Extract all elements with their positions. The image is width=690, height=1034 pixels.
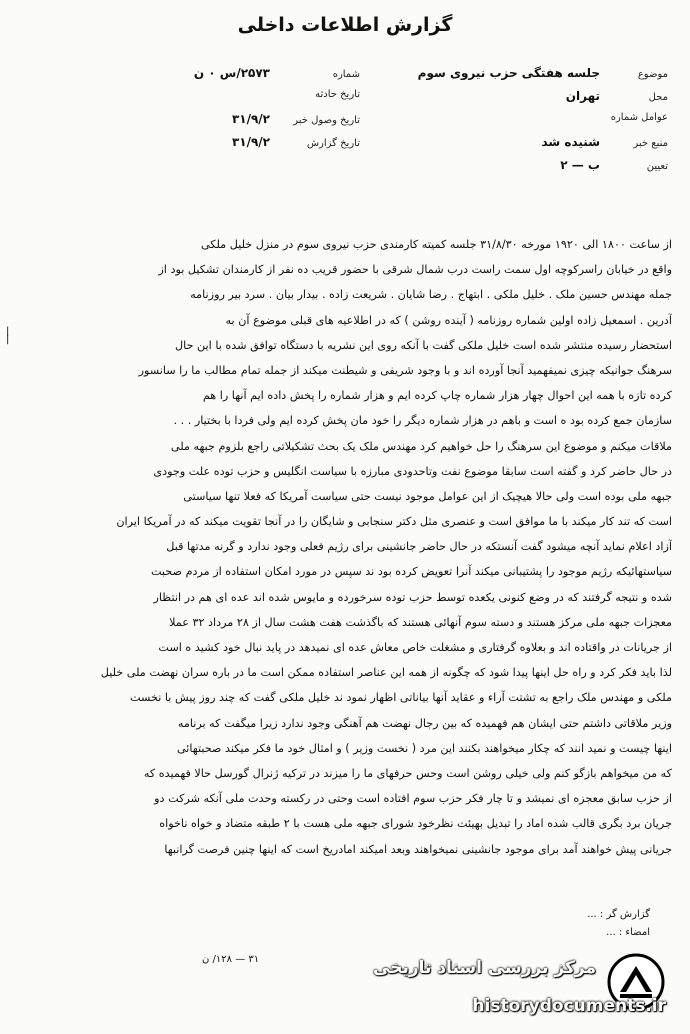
header-right-field-row — [338, 89, 668, 112]
document-title: گزارش اطلاعات داخلی — [237, 14, 453, 36]
body-line: معجزات جبهه ملی مرکز هستند و دسته سوم آنهائی هستند که باگذشت هفت هشت سال از ۲۸ مرداد ۳۲ عملا — [169, 615, 672, 629]
signature-line: گزارش گر : ... — [587, 909, 650, 920]
header-right-field-row — [338, 66, 668, 89]
header-right-field-value: تهران — [565, 89, 600, 103]
body-line: که من میخواهم بازگو کنم ولی خیلی روشن است وحس حرفهای ما را میزند در ترکیه ژنرال گورسل حالا فهمیده که — [143, 766, 672, 780]
body-line: از حزب سابق معجزه ای نمیشد و تا چار فکر حزب سوم افتاده است وحتی در رکسته وحدت ملی آنکه شرکت دو — [154, 792, 672, 806]
body-line: کرده تازه با همه این احوال چهار هزار شماره چاپ کرده ایم و هزار شماره را پخش داده ایم آنها را هم — [202, 389, 672, 403]
header-left-field-row — [100, 66, 360, 89]
header-left-field-value: ۲۵۷۳/س ۰ ن — [193, 66, 270, 80]
archive-number: ۳۱ — ۱۲۸/ ن — [202, 954, 260, 965]
header-fields-left — [100, 66, 360, 158]
archive-watermark — [373, 952, 666, 1022]
header-right-field-label: موضوع — [637, 69, 668, 80]
report-body — [18, 232, 672, 862]
body-line: سیاستهائیکه رژیم موجود را پشتیبانی میکند آنرا تعویض کرده بود ند سپس در مورد امکان استفاده از مردم صحبت — [150, 565, 672, 579]
signature-block — [587, 906, 650, 942]
signature-line: امضاء : ... — [606, 927, 650, 938]
body-line: در حال حاضر کرد و گفته است سابقا موضوع نفت وتاحدودی مبارزه با سیاست انگلیس و حزب توده علت وجودی — [153, 464, 672, 478]
header-right-field-label: منبع خبر — [633, 138, 668, 149]
body-line: از جریانات در واقتاده اند و بعلاوه گرفتاری و مشغلت خاص معاش عده ای نمیدهد در پاید نبال خود کشید ه است — [158, 641, 672, 654]
body-line: استحضار رسیده منتشر شده است خلیل ملکی گفت با آنکه روی این نشریه با دستگاه توافق شده با این حال — [175, 338, 672, 352]
body-line: ملکی و مهندس ملک راجع به تشتت آراء و عقاید آنها بیاناتی اظهار نمود ند خلیل ملکی گفت که چند روز پیش با نخست — [130, 691, 672, 705]
header-left-field-value: ۳۱/۹/۲ — [231, 135, 270, 149]
header-right-field-row — [338, 112, 668, 135]
header-right-field-label: محل — [648, 92, 668, 103]
header-right-field-value: ب — ۲ — [560, 158, 600, 172]
body-line: سازمان جمع کرده بود ه است و باهم در هزار شماره دیگر را خود مان پخش کرده ایم ولی فردا با بختیار . . . — [173, 414, 672, 428]
watermark-title: مرکز بررسی اسناد تاریخی — [373, 958, 596, 978]
body-line: است که تند کار میکند با ما موافق است و عنصری مثل دکتر سنجابی و شایگان را در آنجا تقویت میکند که در آمریکا ایران — [116, 515, 672, 529]
header-left-field-label: شماره — [332, 69, 360, 80]
body-line: واقع در خیابان راسرکوچه اول سمت راست درب شمال شرقی با حضور قریب ده نفر از کارمندان تشکیل بود از — [158, 263, 672, 277]
body-line: جمله مهندس حسین ملک . خلیل ملکی . ابتهاج . رضا شایان . شریعت زاده . بیدار بیان . سرد بیر روزنامه — [190, 288, 672, 302]
header-right-field-label: تعیین — [646, 161, 668, 172]
header-left-field-row — [100, 112, 360, 135]
body-line: لذا باید فکر کرد و راه حل اینها پیدا شود که چگونه از همه این عناصر استفاده ممکن است ما در باره سران نهضت ملی خلیل — [100, 666, 672, 680]
body-line: ملاقات میکنم و موضوع این سرهنگ را حل خواهیم کرد مهندس ملک یک بحث تشکیلاتی راجع بلزوم جبهه ملی — [170, 439, 672, 453]
header-left-field-label: تاریخ گزارش — [306, 138, 360, 149]
header-right-field-row — [338, 158, 668, 181]
margin-mark: | | — [6, 326, 10, 345]
body-line: جریانی پیش خواهند آمد برای موجود جانشینی نمیخواهند وبعد امیکند امادریخ است که اینها چنین فرصت گرانبها — [164, 842, 672, 856]
body-line: وزیر ملاقاتی داشتم حتی ایشان هم فهمیده که بین رجال نهضت هم آهنگی وجود ندارد زیرا میگفت که برنامه — [177, 716, 672, 730]
body-line: از ساعت ۱۸۰۰ الی ۱۹۲۰ مورخه ۳۱/۸/۳۰ جلسه کمیته کارمندی حزب نیروی سوم در منزل خلیل ملکی — [200, 238, 672, 251]
body-line: سرهنگ جوانیکه چیزی نمیفهمید آنجا آورده اند و با وجود شریفی و شیطنت میکند از جمله تمام مطالب ما را سانسور — [138, 363, 672, 377]
body-line: آدرین . اسمعیل زاده اولین شماره روزنامه ( آینده روشن ) که در اطلاعیه های قبلی موضوع آن به — [225, 313, 672, 327]
body-line: جبهه ملی بوده است ولی حالا هیچیک از این عوامل موجود نیست حتی سیاست آمریکا که فعلا تنها سیاستی — [183, 489, 672, 503]
header-left-field-row — [100, 135, 360, 158]
header-right-field-label: عوامل شماره — [610, 112, 668, 123]
header-right-field-row — [338, 135, 668, 158]
header-left-field-row — [100, 89, 360, 112]
body-line: شده و نتیجه گرفتند که در وضع کنونی یکعده توسط حزب توده سرخورده و مایوس شده اند عده ای هم در انتظار — [153, 590, 672, 604]
body-line: جریان برد بگری قالب شده اماد را تبدیل بهیئت نظرخود شورای جبهه ملی هست با ۲ طبقه متضاد و خواه ناخواه — [159, 817, 672, 831]
header-left-field-label: تاریخ حادثه — [315, 89, 360, 100]
header-right-field-value: شنیده شد — [541, 135, 600, 149]
watermark-url: historydocuments.ir — [472, 996, 666, 1016]
header-left-field-label: تاریخ وصول خبر — [293, 115, 360, 126]
body-line: آزاد اعلام نماید آنچه میشود گفت آنستکه در حال حاضر جانشینی برای رژیم فعلی وجود ندارد و گرنه مدتها قبل — [166, 540, 672, 554]
header-fields-right — [338, 66, 668, 181]
header-left-field-value: ۳۱/۹/۲ — [231, 112, 270, 126]
body-line: اینها چیست و نمید انند که چکار میخواهند بکنند این مرد ( نخست وزیر ) و امثال خود ما فکر میکند صحبتهائی — [176, 741, 672, 755]
header-right-field-value: جلسه هفتگی حزب نیروی سوم — [417, 66, 600, 80]
